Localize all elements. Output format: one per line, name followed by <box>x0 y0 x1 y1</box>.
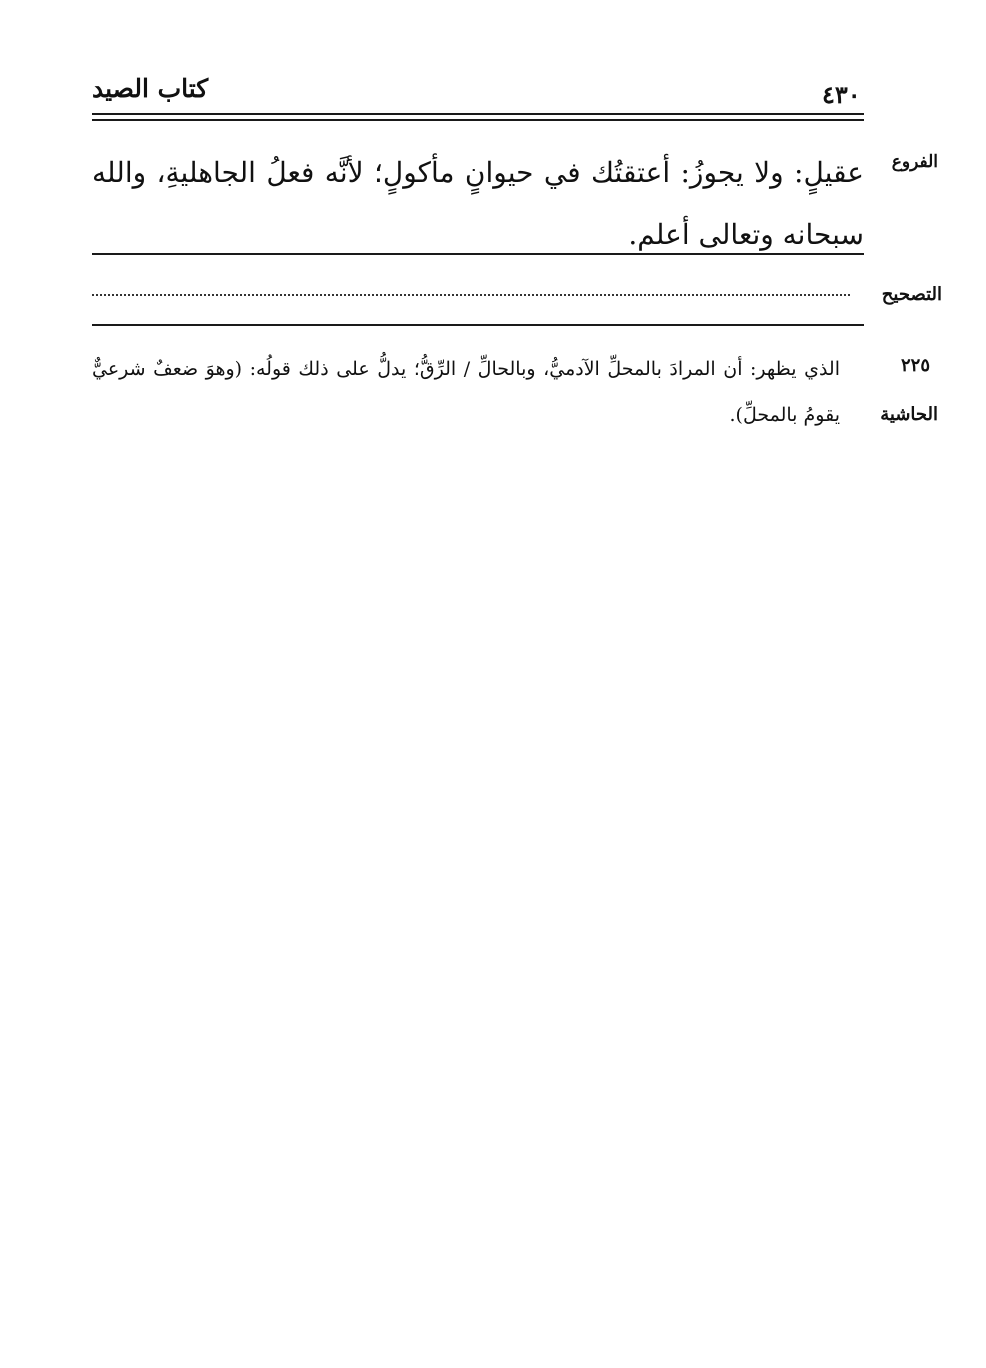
header-rule-top <box>92 113 864 115</box>
tashih-divider <box>92 324 864 326</box>
running-title: كتاب الصيد <box>92 74 209 103</box>
hashiya-number: ٢٢٥ <box>900 355 930 376</box>
tashih-dotted-line <box>92 294 850 296</box>
section-label-tashih: التصحيح <box>881 284 942 305</box>
section-label-furu: الفروع <box>891 152 938 172</box>
hashiya-text: الذي يظهر: أن المرادَ بالمحلِّ الآدميُّ، وبالحالِّ / الرِّقُّ؛ يدلُّ على ذلك قولُه: (وهوَ ضعفٌ شرعيٌّ يقومُ بالمحلِّ). <box>92 358 840 426</box>
furu-divider <box>92 253 864 255</box>
furu-text: عقيلٍ: ولا يجوزُ: أعتقتُك في حيوانٍ مأكولٍ؛ لأنَّه فعلُ الجاهليةِ، والله سبحانه وتعالى أعلم. <box>92 156 864 251</box>
header-rule-bottom <box>92 119 864 121</box>
section-label-hashiya: الحاشية <box>880 404 938 425</box>
page-number: ٤٣٠ <box>822 80 861 109</box>
